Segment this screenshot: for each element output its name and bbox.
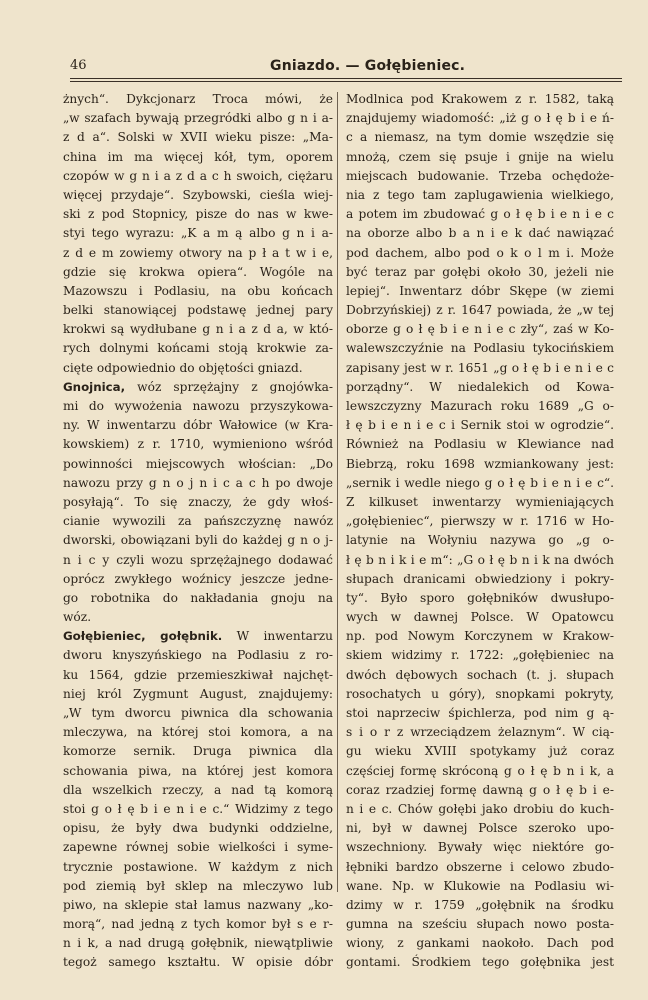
text-line	[63, 320, 333, 339]
line-text: żnych“. Dykcjonarz Troca mówi, że	[63, 92, 333, 106]
text-line	[63, 781, 333, 800]
line-text: rych dolnymi końcami stoją krokwie za-	[63, 341, 333, 356]
text-line	[346, 359, 614, 378]
page-header	[70, 56, 620, 78]
line-text: Biebrzą, roku 1698 wzmiankowany jest:	[346, 456, 614, 471]
line-text: „w szafach bywają przegródki albo g n i a-	[63, 111, 333, 126]
text-line	[346, 435, 614, 454]
line-text: „gołębieniec“, pierwszy w r. 1716 w Ho-	[346, 514, 614, 529]
line-text: nawozu przy g n o j n i c a c h po dwoje	[63, 475, 333, 490]
line-text: Dobrzyńskiej) z r. 1647 powiada, że „w tej	[346, 303, 614, 318]
line-text: kowskiem) z r. 1710, wymieniono wśród	[63, 437, 333, 452]
text-line	[346, 781, 614, 800]
text-line	[346, 244, 614, 263]
text-line	[63, 378, 333, 397]
text-line	[346, 90, 614, 109]
line-text: cianie wywozili za pańszczyznę nawóz	[63, 514, 333, 529]
line-text: wiony, z gankami naokoło. Dach pod	[346, 936, 614, 951]
line-text: ni, był w dawnej Polsce szeroko upo-	[346, 821, 614, 836]
line-text: ł ę b n i k i e m“: „G o ł ę b n i k na dwóch	[346, 552, 614, 567]
line-text: z d e m zowiemy otwory na p ł a t w i e,	[63, 245, 333, 260]
text-line	[346, 627, 614, 646]
line-text: a potem im zbudować g o ł ę b i e n i e c	[346, 207, 614, 222]
text-line	[346, 397, 614, 416]
text-line	[63, 359, 333, 378]
page-number: 46	[70, 58, 87, 73]
text-line	[346, 493, 614, 512]
line-text: ł ę b i e n i e c i Sernik stoi w ogrodzie“.	[346, 418, 614, 433]
line-text: stoi naprzeciw śpichlerza, pod nim g ą-	[346, 706, 614, 720]
line-text: c a niemasz, na tym domie wszędzie się	[346, 130, 614, 145]
text-line	[63, 455, 333, 474]
line-text: dzimy w r. 1759 „gołębnik na środku	[346, 897, 614, 912]
text-line	[346, 608, 614, 627]
line-text: dwóch dębowych sochach (t. j. słupach	[346, 667, 614, 682]
line-text: wszechniony. Bywały więc niektóre go-	[346, 840, 614, 855]
text-line	[63, 148, 333, 167]
text-line	[63, 167, 333, 186]
text-line	[346, 455, 614, 474]
line-text: ski z pod Stopnicy, pisze do nas w kwe-	[63, 207, 333, 222]
text-line	[63, 934, 333, 953]
text-line	[63, 704, 333, 723]
line-text: krokwi są wydłubane g n i a z d a, w któ-	[63, 322, 333, 337]
line-text: zapisany jest w r. 1651 „g o ł ę b i e n i e c	[346, 360, 614, 375]
line-text: latynie na Wołyniu nazywa go „g o-	[346, 533, 614, 548]
line-text: wóz.	[63, 610, 92, 625]
text-line	[63, 915, 333, 934]
line-text: ty“. Było sporo gołębników dwusłupo-	[346, 590, 614, 605]
line-text: stoi g o ł ę b i e n i e c.“ Widzimy z tego	[63, 801, 333, 816]
header-rule	[70, 78, 622, 79]
text-line	[63, 263, 333, 282]
text-line	[63, 896, 333, 915]
line-text: słupach dranicami obwiedziony i pokry-	[346, 571, 614, 586]
line-text: częściej formę skróconą g o ł ę b n i k, a	[346, 763, 614, 778]
line-text: mleczywa, na której stoi komora, a na	[63, 725, 333, 740]
line-text: dla wszelkich rzeczy, a nad tą komorą	[63, 782, 333, 797]
line-text: być teraz par gołębi około 30, jeżeli nie	[346, 264, 614, 279]
line-text: Mazowszu i Podlasiu, na obu końcach	[63, 283, 333, 298]
line-text: go robotnika do nakładania gnoju na	[63, 590, 333, 605]
line-text: styi tego wyrazu: „K a m ą albo g n i a-	[63, 226, 333, 241]
text-line	[346, 109, 614, 128]
text-line	[346, 685, 614, 704]
line-text: s i o r z wrzeciądzem żelaznym“. W cią-	[346, 725, 614, 740]
text-line	[346, 934, 614, 953]
text-line	[346, 646, 614, 665]
text-line	[63, 531, 333, 550]
line-text: n i e c. Chów gołębi jako drobiu do kuch-	[346, 801, 614, 816]
text-line	[346, 877, 614, 896]
line-text: schowania piwa, na której jest komora	[63, 763, 333, 778]
text-line	[63, 474, 333, 493]
line-text: znajdujemy wiadomość: „iż g o ł ę b i e ń-	[346, 111, 614, 126]
text-line	[63, 858, 333, 877]
line-text: belki stanowiącej podstawę jednej pary	[63, 303, 333, 318]
text-line	[63, 224, 333, 243]
line-text: skiem widzimy r. 1722: „gołębieniec na	[346, 648, 614, 663]
text-line	[346, 186, 614, 205]
line-text: opisu, że były dwa budynki oddzielne,	[63, 821, 333, 836]
entry-headword: Gnojnica,	[63, 379, 126, 394]
text-line	[63, 435, 333, 454]
text-line	[346, 819, 614, 838]
text-line	[346, 474, 614, 493]
text-line	[346, 742, 614, 761]
text-line	[63, 819, 333, 838]
entry-headword: Gołębieniec, gołębnik.	[63, 629, 223, 644]
text-line	[63, 244, 333, 263]
text-line	[63, 282, 333, 301]
line-text: Również na Podlasiu w Klewiance nad	[346, 437, 614, 452]
line-text: gdzie się krokwa opiera“. Wogóle na	[63, 264, 333, 279]
line-text: nia z tego tam zaplugawienia wielkiego,	[346, 187, 614, 202]
line-text: powinności miejscowych włościan: „Do	[63, 456, 333, 471]
line-text: cięte odpowiednio do objętości gniazd.	[63, 360, 303, 375]
text-line	[346, 896, 614, 915]
text-line	[346, 589, 614, 608]
text-line	[346, 704, 614, 723]
text-line	[63, 723, 333, 742]
text-line	[346, 205, 614, 224]
line-text: wóz sprzężajny z gnojówka-	[125, 379, 333, 394]
line-text: gontami. Środkiem tego gołębnika jest	[346, 955, 614, 970]
line-text: china im ma więcej kół, tym, oporem	[63, 149, 333, 164]
text-line	[63, 90, 333, 109]
line-text: piwo, na sklepie stał lamus nazwany „ko-	[63, 897, 333, 912]
text-line	[63, 205, 333, 224]
text-line	[346, 762, 614, 781]
line-text: z d a“. Solski w XVII wieku pisze: „Ma-	[63, 130, 333, 145]
text-line	[63, 186, 333, 205]
line-text: trycznie postawione. W każdym z nich	[63, 859, 333, 874]
line-text: coraz rzadziej formę dawną g o ł ę b i e-	[346, 782, 614, 797]
text-line	[63, 666, 333, 685]
text-line	[63, 800, 333, 819]
text-line	[346, 531, 614, 550]
line-text: porządny“. W niedalekich od Kowa-	[346, 379, 614, 394]
text-line	[63, 109, 333, 128]
line-text: n i k, a nad drugą gołębnik, niewątpliwie	[63, 936, 333, 951]
text-line	[63, 762, 333, 781]
line-text: morą“, nad jedną z tych komor był s e r-	[63, 917, 333, 932]
line-text: miejscach budowanie. Trzeba ochędoże-	[346, 168, 614, 183]
text-line	[63, 646, 333, 665]
line-text: dworski, obowiązani byli do każdej g n o j-	[63, 533, 333, 548]
line-text: np. pod Nowym Korczynem w Krakow-	[346, 629, 614, 644]
text-line	[346, 858, 614, 877]
line-text: więcej przydaje“. Szybowski, cieśla wiej-	[63, 187, 333, 202]
line-text: „W tym dworcu piwnica dla schowania	[63, 706, 333, 720]
text-line	[63, 551, 333, 570]
line-text: Modlnica pod Krakowem z r. 1582, taką	[346, 92, 614, 106]
text-line	[63, 397, 333, 416]
text-line	[63, 128, 333, 147]
line-text: „sernik i wedle niego g o ł ę b i e n i e c“.	[346, 475, 614, 490]
text-line	[346, 320, 614, 339]
line-text: pod dachem, albo pod o k o l m i. Może	[346, 245, 614, 260]
line-text: ny. W inwentarzu dóbr Wałowice (w Kra-	[63, 418, 333, 433]
text-line	[63, 570, 333, 589]
line-text: niej król Zygmunt August, znajdujemy:	[63, 686, 333, 701]
text-line	[63, 339, 333, 358]
text-line	[346, 915, 614, 934]
text-line	[346, 339, 614, 358]
text-line	[346, 282, 614, 301]
line-text: ku 1564, gdzie przemieszkiwał najchęt-	[63, 667, 333, 682]
text-line	[346, 838, 614, 857]
line-text: na oborze albo b a n i e k dać nawiązać	[346, 226, 614, 241]
text-line	[63, 838, 333, 857]
text-line	[346, 953, 614, 972]
running-title: Gniazdo. — Gołębieniec.	[270, 58, 466, 74]
line-text: wane. Np. w Klukowie na Podlasiu wi-	[346, 878, 614, 893]
text-line	[346, 570, 614, 589]
text-line	[346, 723, 614, 742]
text-line	[346, 224, 614, 243]
header-rule-thin	[70, 81, 622, 82]
line-text: lewszczyzny Mazurach roku 1689 „G o-	[346, 399, 614, 413]
text-line	[346, 263, 614, 282]
text-line	[63, 512, 333, 531]
right-column	[346, 90, 614, 973]
line-text: lepiej“. Inwentarz dóbr Skępe (w ziemi	[346, 283, 614, 298]
text-line	[63, 493, 333, 512]
line-text: mi do wywożenia nawozu przyszykowa-	[63, 399, 333, 413]
text-line	[346, 378, 614, 397]
text-line	[63, 608, 333, 627]
text-line	[346, 551, 614, 570]
text-line	[346, 128, 614, 147]
text-line	[63, 589, 333, 608]
line-text: posyłają“. To się znaczy, że gdy włoś-	[63, 494, 333, 509]
line-text: W inwentarzu	[222, 629, 333, 644]
line-text: n i c y czyli wozu sprzężajnego dodawać	[63, 552, 333, 567]
line-text: pod ziemią był sklep na mleczywo lub	[63, 878, 333, 893]
line-text: oborze g o ł ę b i e n i e c zły“, zaś w Ko-	[346, 322, 614, 337]
line-text: komorze sernik. Druga piwnica dla	[63, 744, 333, 759]
text-line	[346, 512, 614, 531]
line-text: rosochatych u góry), snopkami pokryty,	[346, 686, 614, 701]
line-text: czopów w g n i a z d a c h swoich, ciężaru	[63, 168, 333, 183]
text-line	[63, 953, 333, 972]
line-text: mnożą, czem się psuje i gnije na wielu	[346, 149, 614, 164]
text-line	[63, 301, 333, 320]
text-line	[63, 685, 333, 704]
text-line	[63, 627, 333, 646]
line-text: gu wieku XVIII spotykamy już coraz	[346, 744, 614, 759]
line-text: wych w dawnej Polsce. W Opatowcu	[346, 610, 614, 625]
text-line	[346, 800, 614, 819]
line-text: tegoż samego kształtu. W opisie dóbr	[63, 955, 333, 970]
line-text: oprócz zwykłego woźnicy jeszcze jedne-	[63, 571, 333, 586]
text-line	[346, 416, 614, 435]
line-text: gumna na sześciu słupach nowo posta-	[346, 917, 614, 932]
text-line	[346, 148, 614, 167]
line-text: dworu knyszyńskiego na Podlasiu z ro-	[63, 648, 333, 663]
line-text: zapewne równej sobie wielkości i syme-	[63, 840, 333, 855]
text-line	[63, 416, 333, 435]
column-divider	[337, 92, 338, 892]
line-text: łębniki bardzo obszerne i celowo zbudo-	[346, 859, 614, 874]
text-line	[346, 666, 614, 685]
line-text: walewszczyźnie na Podlasiu tykocińskiem	[346, 341, 614, 356]
text-line	[346, 301, 614, 320]
text-line	[63, 742, 333, 761]
text-line	[346, 167, 614, 186]
text-line	[63, 877, 333, 896]
left-column	[63, 90, 333, 973]
line-text: Z kilkuset inwentarzy wymieniających	[346, 494, 614, 509]
